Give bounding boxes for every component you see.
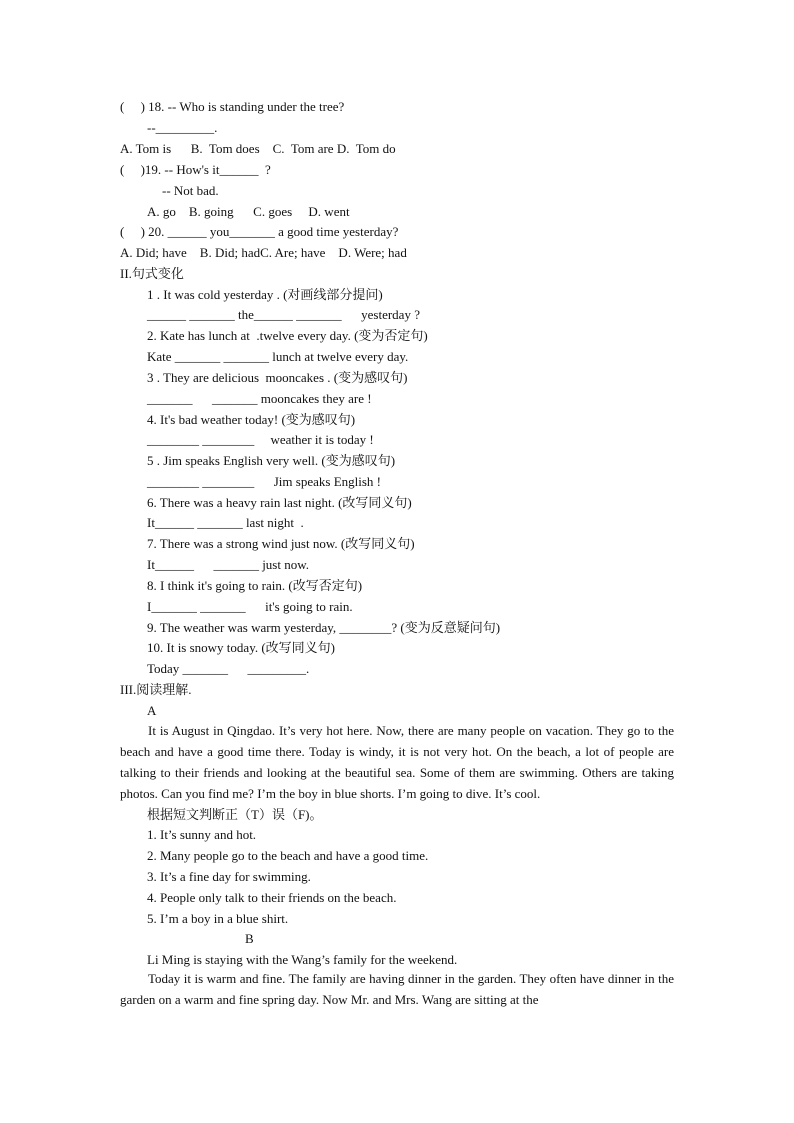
line-s3: 3 . They are delicious mooncakes . (变为感叹句) bbox=[147, 370, 408, 385]
line-q19-opts: A. go B. going C. goes D. went bbox=[147, 204, 350, 219]
line-s5: 5 . Jim speaks English very well. (变为感叹句) bbox=[147, 453, 396, 468]
line-s9: 9. The weather was warm yesterday, ________? (变为反意疑问句) bbox=[147, 620, 501, 635]
line-s5-ans: ________ ________ Jim speaks English ! bbox=[147, 474, 381, 489]
line-s7: 7. There was a strong wind just now. (改写同义句) bbox=[147, 536, 415, 551]
line-q20-opts: A. Did; have B. Did; hadC. Are; have D. Were; had bbox=[120, 245, 407, 260]
line-q19: ( )19. -- How's it______ ? bbox=[120, 162, 271, 177]
line-s10-ans: Today _______ _________. bbox=[147, 661, 310, 676]
line-a5: 5. I’m a boy in a blue shirt. bbox=[147, 911, 289, 926]
line-s3-ans: _______ _______ mooncakes they are ! bbox=[147, 391, 372, 406]
line-q18-ans: --_________. bbox=[147, 120, 218, 135]
line-s6: 6. There was a heavy rain last night. (改写同义句) bbox=[147, 495, 412, 510]
reading-passage-a: It is August in Qingdao. It’s very hot here. Now, there are many people on vacation. They go to the beach and have a good time there. Today is windy, it is not very hot. On the beach, a lot of people are talking to their friends and looking at the beautiful sea. Some of them are swimming. Others are taking photos. Can you find me? I’m the boy in blue shorts. I’m going to dive. It’s cool. bbox=[120, 723, 674, 801]
line-q18: ( ) 18. -- Who is standing under the tree? bbox=[120, 99, 345, 114]
line-task-a: 根据短文判断正（T）误（F)。 bbox=[147, 807, 323, 822]
line-sec2-title: II.句式变化 bbox=[120, 266, 184, 281]
line-q20: ( ) 20. ______ you_______ a good time yesterday? bbox=[120, 224, 399, 239]
line-a3: 3. It’s a fine day for swimming. bbox=[147, 869, 311, 884]
line-part-b: B bbox=[245, 931, 254, 946]
line-q18-opts: A. Tom is B. Tom does C. Tom are D. Tom do bbox=[120, 141, 396, 156]
line-sec3-title: III.阅读理解. bbox=[120, 682, 192, 697]
line-s4-ans: ________ ________ weather it is today ! bbox=[147, 432, 374, 447]
line-s2: 2. Kate has lunch at .twelve every day. (变为否定句) bbox=[147, 328, 428, 343]
line-s1: 1 . It was cold yesterday . (对画线部分提问) bbox=[147, 287, 383, 302]
line-s10: 10. It is snowy today. (改写同义句) bbox=[147, 640, 336, 655]
reading-passage-b: Today it is warm and fine. The family are having dinner in the garden. They often have dinner in the garden on a warm and fine spring day. Now Mr. and Mrs. Wang are sitting at the bbox=[120, 971, 674, 1007]
line-s7-ans: It______ _______ just now. bbox=[147, 557, 310, 572]
line-s2-ans: Kate _______ _______ lunch at twelve every day. bbox=[147, 349, 409, 364]
line-s6-ans: It______ _______ last night . bbox=[147, 515, 304, 530]
line-s8-ans: I_______ _______ it's going to rain. bbox=[147, 599, 353, 614]
line-a2: 2. Many people go to the beach and have a good time. bbox=[147, 848, 429, 863]
line-a4: 4. People only talk to their friends on the beach. bbox=[147, 890, 397, 905]
line-q19-ans: -- Not bad. bbox=[162, 183, 219, 198]
line-s4: 4. It's bad weather today! (变为感叹句) bbox=[147, 412, 356, 427]
line-s1-ans: ______ _______ the______ _______ yesterday ? bbox=[147, 307, 420, 322]
line-part-a: A bbox=[147, 703, 157, 718]
line-a1: 1. It’s sunny and hot. bbox=[147, 827, 257, 842]
line-s8: 8. I think it's going to rain. (改写否定句) bbox=[147, 578, 363, 593]
line-b-intro: Li Ming is staying with the Wang’s family for the weekend. bbox=[147, 952, 458, 967]
